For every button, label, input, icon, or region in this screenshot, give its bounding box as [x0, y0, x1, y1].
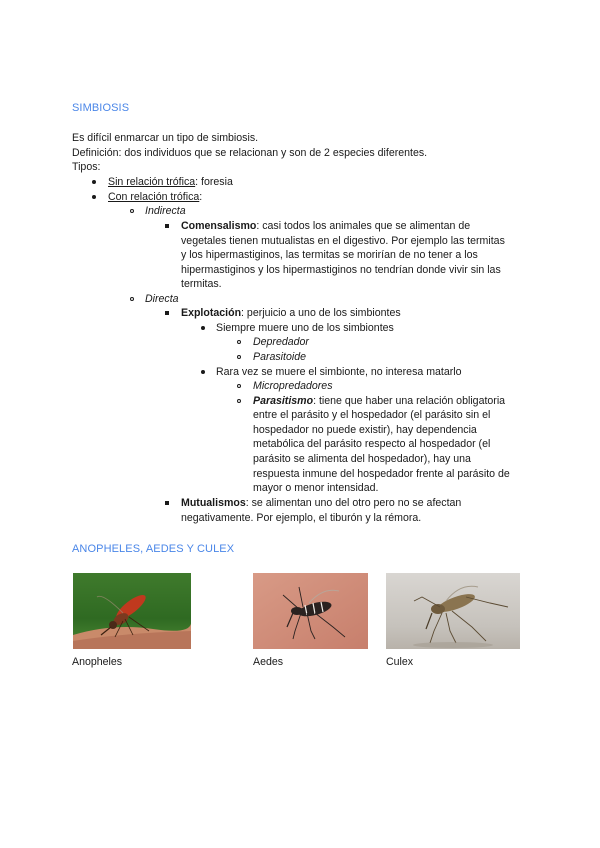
explotacion-rest: : perjuicio a uno de los simbiontes [241, 307, 401, 319]
circle-bullet-icon [126, 204, 138, 218]
sin-relacion-rest: : foresia [195, 176, 233, 188]
aedes-photo [253, 573, 368, 649]
circle-bullet-icon [233, 394, 245, 408]
list-item-con-relacion [108, 190, 202, 204]
comensalismo-label: Comensalismo [181, 220, 257, 232]
mutualismos-text: : se alimentan uno del otro pero no se afectan [245, 497, 462, 509]
sin-relacion-label: Sin relación trófica [108, 176, 196, 188]
parasitismo-text: metabólica del parásito respecto al hospedador (el [253, 438, 491, 450]
parasitismo-label: Parasitismo [253, 395, 314, 407]
circle-bullet-icon [126, 292, 138, 306]
bullet-icon [88, 175, 100, 189]
parasitismo-text: parásito se alimenta del hospedador), hay una [253, 453, 471, 465]
square-bullet-icon [161, 306, 173, 320]
comensalismo-text: hipermastiginos y los hipermastiginos no tendrían donde vivir sin las [181, 264, 501, 276]
caption-culex: Culex [386, 656, 414, 668]
caption-aedes: Aedes [253, 656, 284, 668]
square-bullet-icon [161, 219, 173, 233]
caption-anopheles: Anopheles [72, 656, 123, 668]
comensalismo-line [181, 219, 470, 233]
bullet-icon [197, 321, 209, 335]
intro-line: Es difícil enmarcar un tipo de simbiosis. [72, 132, 259, 144]
list-item-sin-relacion [108, 175, 233, 189]
comensalismo-text: termitas. [181, 278, 222, 290]
con-relacion-label: Con relación trófica [108, 191, 200, 203]
definition-line: Definición: dos individuos que se relacionan y son de 2 especies diferentes. [72, 147, 428, 159]
circle-bullet-icon [233, 379, 245, 393]
siempre-line: Siempre muere uno de los simbiontes [216, 322, 394, 334]
micropredadores-item: Micropredadores [253, 380, 333, 392]
comensalismo-text: : casi todos los animales que se alimentan de [256, 220, 471, 232]
con-relacion-rest: : [199, 191, 203, 203]
explotacion-label: Explotación [181, 307, 242, 319]
parasitoide-item: Parasitoide [253, 351, 306, 363]
parasitismo-text: hospedador no puede existir), hay dependencia [253, 424, 477, 436]
rara-vez-line: Rara vez se muere el simbionte, no interesa matarlo [216, 366, 462, 378]
parasitismo-text: respuesta inmune del hospedador frente al parásito de [253, 468, 510, 480]
square-bullet-icon [161, 496, 173, 510]
anopheles-photo [73, 573, 191, 649]
depredador-item: Depredador [253, 336, 309, 348]
parasitismo-text: mayor o menor intensidad. [253, 482, 379, 494]
mutualismos-line [181, 496, 461, 510]
circle-bullet-icon [233, 335, 245, 349]
tipos-line: Tipos: [72, 161, 101, 173]
comensalismo-text: y los hipermastiginos, las termitas se morirían de no tener a los [181, 249, 478, 261]
list-item-indirecta: Indirecta [145, 205, 186, 217]
parasitismo-text: entre el parásito y el hospedador (el parásito sin el [253, 409, 491, 421]
mutualismos-text: negativamente. Por ejemplo, el tiburón y la rémora. [181, 512, 422, 524]
bullet-icon [88, 190, 100, 204]
bullet-icon [197, 365, 209, 379]
circle-bullet-icon [233, 350, 245, 364]
comensalismo-text: vegetales tienen mutualistas en el digestivo. Por ejemplo las termitas [181, 235, 505, 247]
section-heading-mosquitoes: ANOPHELES, AEDES Y CULEX [72, 543, 235, 555]
parasitismo-text: : tiene que haber una relación obligatoria [313, 395, 506, 407]
section-heading-simbiosis: SIMBIOSIS [72, 102, 130, 114]
list-item-directa: Directa [145, 293, 179, 305]
mutualismos-label: Mutualismos [181, 497, 246, 509]
explotacion-line [181, 306, 401, 320]
parasitismo-line [253, 394, 505, 408]
culex-photo [386, 573, 520, 649]
